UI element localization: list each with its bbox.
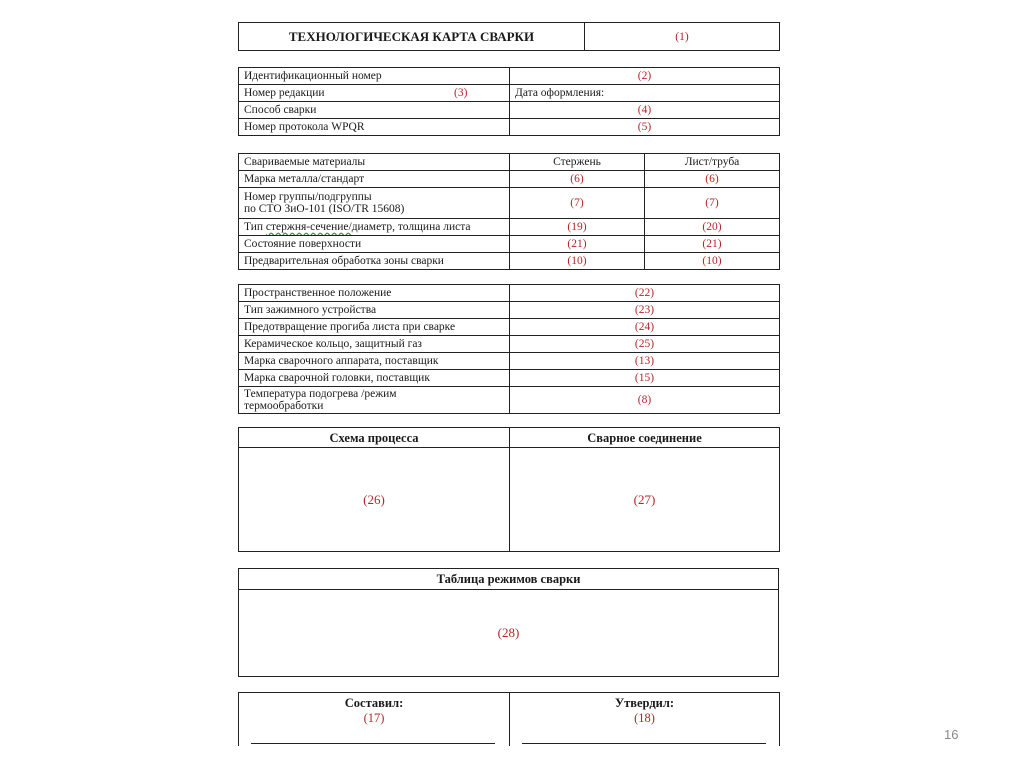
revision-ref: (3) xyxy=(454,87,468,99)
param-label: Керамическое кольцо, защитный газ xyxy=(239,336,510,353)
rod-type-rod-ref: (19) xyxy=(510,219,645,236)
rod-type-underlined: стержня-сечение/ xyxy=(265,221,352,233)
process-scheme-area: (26) xyxy=(239,448,510,552)
params-table xyxy=(238,284,780,414)
param-ref: (24) xyxy=(510,319,780,336)
page-number: 16 xyxy=(944,727,959,742)
material-sheet-ref: (6) xyxy=(645,171,780,188)
param-ref: (25) xyxy=(510,336,780,353)
diagrams-table xyxy=(238,427,780,552)
param-ref: (23) xyxy=(510,302,780,319)
surface-label: Состояние поверхности xyxy=(239,236,510,253)
param-label: Марка сварочного аппарата, поставщик xyxy=(239,353,510,370)
group-label-line2: по СТО ЗиО-101 (ISO/TR 15608) xyxy=(244,203,405,215)
welding-tech-card-document xyxy=(238,0,779,745)
param-label: Предотвращение прогиба листа при сварке xyxy=(239,319,510,336)
modes-title: Таблица режимов сварки xyxy=(239,569,779,590)
revision-cell xyxy=(239,85,510,102)
param-ref: (13) xyxy=(510,353,780,370)
compiled-cell xyxy=(239,693,510,746)
welded-joint-header: Сварное соединение xyxy=(510,428,780,448)
compiled-ref: (17) xyxy=(363,711,385,725)
rod-type-sheet-ref: (20) xyxy=(645,219,780,236)
group-row-label xyxy=(239,188,510,219)
date-label: Дата оформления: xyxy=(510,85,780,102)
signatures-table xyxy=(238,692,780,746)
material-rod-ref: (6) xyxy=(510,171,645,188)
title-ref: (1) xyxy=(585,23,780,51)
surface-sheet-ref: (21) xyxy=(645,236,780,253)
param-ref: (22) xyxy=(510,285,780,302)
preheat-label-line1: Температура подогрева /режим xyxy=(244,388,397,400)
group-label-line1: Номер группы/подгруппы xyxy=(244,191,372,203)
ident-table xyxy=(238,67,780,136)
approved-label: Утвердил: xyxy=(614,696,675,710)
document-title: ТЕХНОЛОГИЧЕСКАЯ КАРТА СВАРКИ xyxy=(239,23,585,51)
col-rod-header: Стержень xyxy=(510,154,645,171)
rod-type-label xyxy=(239,219,510,236)
col-sheet-header: Лист/труба xyxy=(645,154,780,171)
surface-rod-ref: (21) xyxy=(510,236,645,253)
param-label: Марка сварочной головки, поставщик xyxy=(239,370,510,387)
approved-cell xyxy=(510,693,780,746)
modes-area: (28) xyxy=(239,590,779,677)
preheat-ref: (8) xyxy=(510,387,780,414)
id-label: Идентификационный номер xyxy=(239,68,510,85)
process-scheme-header: Схема процесса xyxy=(239,428,510,448)
compiled-signature-line xyxy=(251,743,495,744)
preheat-label xyxy=(239,387,510,414)
preparation-sheet-ref: (10) xyxy=(645,253,780,270)
welded-joint-area: (27) xyxy=(510,448,780,552)
rod-type-pre: Тип xyxy=(244,221,266,233)
id-ref: (2) xyxy=(510,68,780,85)
modes-table xyxy=(238,568,779,677)
materials-header-label: Свариваемые материалы xyxy=(239,154,510,171)
method-ref: (4) xyxy=(510,102,780,119)
preheat-label-line2: термообработки xyxy=(244,400,324,412)
group-rod-ref: (7) xyxy=(510,188,645,219)
rod-type-post: диаметр, толщина листа xyxy=(351,221,471,233)
approved-ref: (18) xyxy=(634,711,655,725)
param-ref: (15) xyxy=(510,370,780,387)
preparation-rod-ref: (10) xyxy=(510,253,645,270)
protocol-label: Номер протокола WPQR xyxy=(239,119,510,136)
param-label: Пространственное положение xyxy=(239,285,510,302)
param-label: Тип зажимного устройства xyxy=(239,302,510,319)
materials-table xyxy=(238,153,780,270)
compiled-label: Составил: xyxy=(344,696,404,710)
approved-signature-line xyxy=(522,743,766,744)
preparation-label: Предварительная обработка зоны сварки xyxy=(239,253,510,270)
material-row-label: Марка металла/стандарт xyxy=(239,171,510,188)
revision-label: Номер редакции xyxy=(244,87,325,99)
protocol-ref: (5) xyxy=(510,119,780,136)
group-sheet-ref: (7) xyxy=(645,188,780,219)
method-label: Способ сварки xyxy=(239,102,510,119)
header-table xyxy=(238,22,780,51)
